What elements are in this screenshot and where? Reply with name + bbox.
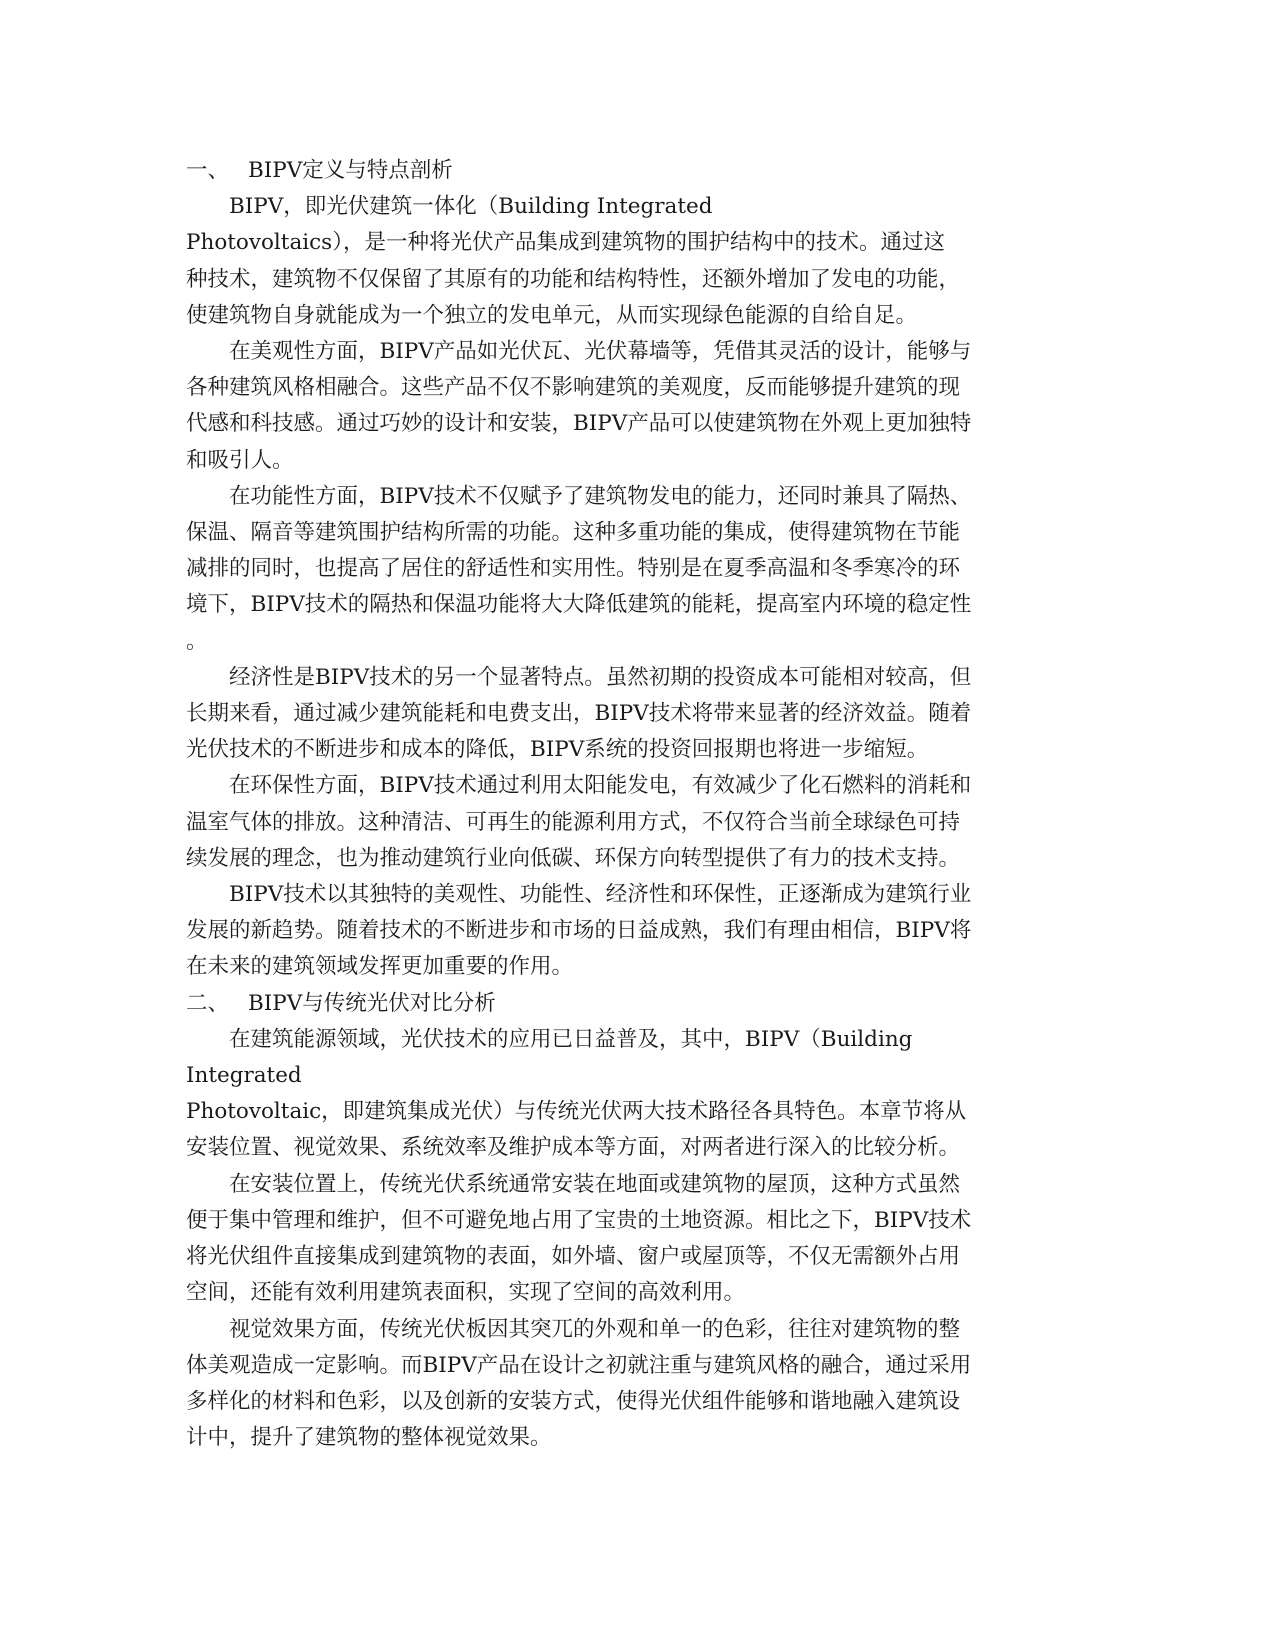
- paragraph-line: 计中，提升了建筑物的整体视觉效果。: [186, 1425, 552, 1451]
- paragraph-line: BIPV，即光伏建筑一体化（Building Integrated: [229, 194, 713, 220]
- paragraph-line: 长期来看，通过减少建筑能耗和电费支出，BIPV技术将带来显著的经济效益。随着: [186, 701, 972, 727]
- paragraph-line: 在建筑能源领域，光伏技术的应用已日益普及，其中，BIPV（Building: [229, 1026, 913, 1052]
- section-2-paragraph-1: [186, 1022, 1086, 1167]
- paragraph-line: Photovoltaics），是一种将光伏产品集成到建筑物的围护结构中的技术。通过这: [186, 230, 945, 256]
- paragraph-line: Photovoltaic，即建筑集成光伏）与传统光伏两大技术路径各具特色。本章节将从: [186, 1099, 967, 1125]
- paragraph-line: 温室气体的排放。这种清洁、可再生的能源利用方式，不仅符合当前全球绿色可持: [186, 809, 961, 835]
- paragraph-line: 在未来的建筑领域发挥更加重要的作用。: [186, 954, 574, 980]
- paragraph-line: 。: [186, 628, 208, 654]
- paragraph-line: Integrated: [186, 1063, 302, 1089]
- paragraph-line: 在美观性方面，BIPV产品如光伏瓦、光伏幕墙等，凭借其灵活的设计，能够与: [229, 339, 972, 365]
- paragraph-line: 安装位置、视觉效果、系统效率及维护成本等方面，对两者进行深入的比较分析。: [186, 1135, 961, 1161]
- section-2-paragraph-2: [186, 1167, 1086, 1312]
- paragraph-line: 便于集中管理和维护，但不可避免地占用了宝贵的土地资源。相比之下，BIPV技术: [186, 1207, 972, 1233]
- paragraph-line: BIPV技术以其独特的美观性、功能性、经济性和环保性，正逐渐成为建筑行业: [229, 882, 972, 908]
- section-1-heading: [186, 153, 1086, 189]
- section-1-paragraph-4: [186, 660, 1086, 769]
- section-1-paragraph-1: [186, 189, 1086, 334]
- section-1-paragraph-3: [186, 479, 1086, 660]
- paragraph-line: 各种建筑风格相融合。这些产品不仅不影响建筑的美观度，反而能够提升建筑的现: [186, 375, 961, 401]
- section-1-title: BIPV定义与特点剖析: [248, 158, 453, 183]
- section-2-title: BIPV与传统光伏对比分析: [248, 990, 496, 1016]
- paragraph-line: 在环保性方面，BIPV技术通过利用太阳能发电，有效减少了化石燃料的消耗和: [229, 773, 972, 799]
- section-1-paragraph-5: [186, 768, 1086, 877]
- paragraph-line: 视觉效果方面，传统光伏板因其突兀的外观和单一的色彩，往往对建筑物的整: [229, 1316, 961, 1342]
- paragraph-line: 空间，还能有效利用建筑表面积，实现了空间的高效利用。: [186, 1280, 746, 1306]
- paragraph-line: 经济性是BIPV技术的另一个显著特点。虽然初期的投资成本可能相对较高，但: [229, 664, 972, 690]
- section-1-number: 一、: [186, 158, 230, 183]
- section-2-paragraph-3: [186, 1312, 1086, 1457]
- paragraph-line: 多样化的材料和色彩，以及创新的安装方式，使得光伏组件能够和谐地融入建筑设: [186, 1388, 961, 1414]
- paragraph-line: 在安装位置上，传统光伏系统通常安装在地面或建筑物的屋顶，这种方式虽然: [229, 1171, 961, 1197]
- section-1-paragraph-2: [186, 334, 1086, 479]
- paragraph-line: 保温、隔音等建筑围护结构所需的功能。这种多重功能的集成，使得建筑物在节能: [186, 520, 961, 546]
- paragraph-line: 境下，BIPV技术的隔热和保温功能将大大降低建筑的能耗，提高室内环境的稳定性: [186, 592, 972, 618]
- paragraph-line: 在功能性方面，BIPV技术不仅赋予了建筑物发电的能力，还同时兼具了隔热、: [229, 483, 972, 509]
- paragraph-line: 减排的同时，也提高了居住的舒适性和实用性。特别是在夏季高温和冬季寒冷的环: [186, 556, 961, 582]
- paragraph-line: 和吸引人。: [186, 447, 294, 473]
- paragraph-line: 发展的新趋势。随着技术的不断进步和市场的日益成熟，我们有理由相信，BIPV将: [186, 918, 972, 944]
- paragraph-line: 续发展的理念，也为推动建筑行业向低碳、环保方向转型提供了有力的技术支持。: [186, 845, 961, 871]
- paragraph-line: 体美观造成一定影响。而BIPV产品在设计之初就注重与建筑风格的融合，通过采用: [186, 1352, 972, 1378]
- section-2-heading: [186, 986, 1086, 1022]
- document-body: [186, 153, 1086, 1456]
- section-1-paragraph-6: [186, 877, 1086, 986]
- paragraph-line: 将光伏组件直接集成到建筑物的表面，如外墙、窗户或屋顶等，不仅无需额外占用: [186, 1244, 961, 1270]
- paragraph-line: 光伏技术的不断进步和成本的降低，BIPV系统的投资回报期也将进一步缩短。: [186, 737, 929, 763]
- section-2-number: 二、: [186, 990, 230, 1016]
- paragraph-line: 使建筑物自身就能成为一个独立的发电单元，从而实现绿色能源的自给自足。: [186, 302, 918, 328]
- paragraph-line: 代感和科技感。通过巧妙的设计和安装，BIPV产品可以使建筑物在外观上更加独特: [186, 411, 972, 437]
- paragraph-line: 种技术，建筑物不仅保留了其原有的功能和结构特性，还额外增加了发电的功能，: [186, 266, 961, 292]
